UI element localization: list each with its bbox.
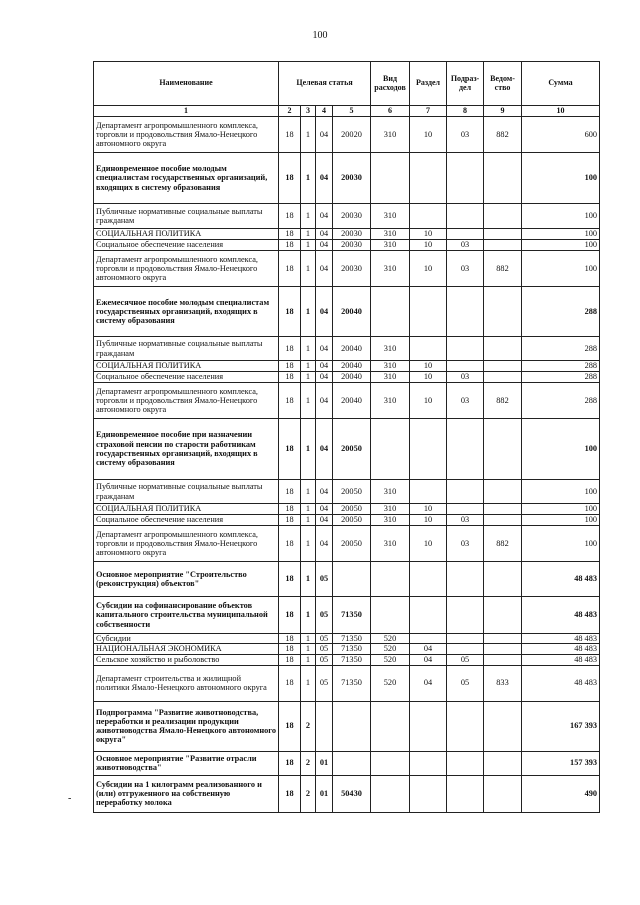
side-mark: -	[68, 793, 72, 804]
target-measure-cell: 05	[316, 665, 333, 701]
table-row	[94, 701, 600, 751]
target-direction-cell: 71350	[333, 597, 371, 634]
target-measure-cell	[316, 701, 333, 751]
target-direction-cell: 20030	[333, 240, 371, 251]
subsection-cell: 03	[447, 515, 484, 526]
amount-cell: 288	[522, 372, 600, 383]
table-row	[94, 775, 600, 812]
amount-cell: 48 483	[522, 562, 600, 597]
section-cell: 10	[410, 383, 447, 419]
row-name-cell: Департамент агропромышленного комплекса, торговли и продовольствия Ямало-Ненецкого автономного округа	[94, 383, 279, 419]
target-measure-cell: 05	[316, 597, 333, 634]
section-cell	[410, 634, 447, 644]
target-subprogram-cell: 1	[301, 153, 316, 204]
row-name-cell: Публичные нормативные социальные выплаты гражданам	[94, 204, 279, 229]
table-row	[94, 251, 600, 287]
section-cell: 10	[410, 251, 447, 287]
expense-type-cell: 310	[371, 383, 410, 419]
section-cell: 10	[410, 361, 447, 372]
column-number: 2	[279, 106, 301, 117]
header-name: Наименование	[94, 62, 279, 106]
row-name-cell: Социальное обеспечение населения	[94, 515, 279, 526]
target-program-cell: 18	[279, 515, 301, 526]
target-program-cell: 18	[279, 526, 301, 562]
expense-type-cell: 310	[371, 204, 410, 229]
target-measure-cell: 05	[316, 562, 333, 597]
target-program-cell: 18	[279, 634, 301, 644]
column-number: 6	[371, 106, 410, 117]
section-cell: 10	[410, 372, 447, 383]
target-measure-cell: 05	[316, 634, 333, 644]
table-row	[94, 240, 600, 251]
subsection-cell: 05	[447, 665, 484, 701]
section-cell: 04	[410, 654, 447, 665]
table-row	[94, 372, 600, 383]
table-row	[94, 480, 600, 504]
row-name-cell: Единовременное пособие при назначении страховой пенсии по старости работникам государственных организаций, входящих в систему образования	[94, 419, 279, 480]
amount-cell: 48 483	[522, 665, 600, 701]
target-measure-cell: 04	[316, 337, 333, 361]
target-measure-cell: 04	[316, 361, 333, 372]
target-subprogram-cell: 1	[301, 480, 316, 504]
subsection-cell	[447, 775, 484, 812]
target-direction-cell: 20040	[333, 361, 371, 372]
target-subprogram-cell: 1	[301, 597, 316, 634]
amount-cell: 100	[522, 480, 600, 504]
column-number: 7	[410, 106, 447, 117]
header-subsection: Подраз-дел	[447, 62, 484, 106]
page-number: 100	[312, 30, 328, 41]
target-subprogram-cell: 1	[301, 665, 316, 701]
column-number: 4	[316, 106, 333, 117]
row-name-cell: Субсидии	[94, 634, 279, 644]
expense-type-cell: 310	[371, 251, 410, 287]
amount-cell: 48 483	[522, 597, 600, 634]
department-code-cell: 882	[484, 117, 522, 153]
row-name-cell: Субсидии на софинансирование объектов капитального строительства муниципальной собственности	[94, 597, 279, 634]
table-row	[94, 644, 600, 654]
target-direction-cell	[333, 562, 371, 597]
target-program-cell: 18	[279, 251, 301, 287]
target-direction-cell: 50430	[333, 775, 371, 812]
expense-type-cell: 520	[371, 665, 410, 701]
row-name-cell: НАЦИОНАЛЬНАЯ ЭКОНОМИКА	[94, 644, 279, 654]
row-name-cell: Ежемесячное пособие молодым специалистам государственных организаций, входящих в систему образования	[94, 287, 279, 337]
department-code-cell	[484, 634, 522, 644]
column-number: 5	[333, 106, 371, 117]
target-subprogram-cell: 1	[301, 117, 316, 153]
expense-type-cell	[371, 419, 410, 480]
subsection-cell: 03	[447, 372, 484, 383]
column-number: 1	[94, 106, 279, 117]
table-body	[94, 117, 600, 813]
amount-cell: 288	[522, 287, 600, 337]
department-code-cell	[484, 337, 522, 361]
department-code-cell: 882	[484, 383, 522, 419]
section-cell	[410, 597, 447, 634]
table-row	[94, 337, 600, 361]
subsection-cell	[447, 287, 484, 337]
section-cell: 10	[410, 515, 447, 526]
target-measure-cell: 04	[316, 229, 333, 240]
target-direction-cell: 20050	[333, 480, 371, 504]
target-program-cell: 18	[279, 383, 301, 419]
table-row	[94, 515, 600, 526]
target-measure-cell: 04	[316, 204, 333, 229]
amount-cell: 100	[522, 153, 600, 204]
section-cell: 10	[410, 117, 447, 153]
target-measure-cell: 04	[316, 117, 333, 153]
target-program-cell: 18	[279, 654, 301, 665]
department-code-cell	[484, 153, 522, 204]
row-name-cell: СОЦИАЛЬНАЯ ПОЛИТИКА	[94, 361, 279, 372]
expense-type-cell: 310	[371, 337, 410, 361]
target-measure-cell: 04	[316, 251, 333, 287]
target-measure-cell: 01	[316, 775, 333, 812]
target-program-cell: 18	[279, 361, 301, 372]
row-name-cell: Департамент агропромышленного комплекса, торговли и продовольствия Ямало-Ненецкого автономного округа	[94, 526, 279, 562]
table-row	[94, 229, 600, 240]
header-department: Ведом-ство	[484, 62, 522, 106]
expense-type-cell: 310	[371, 229, 410, 240]
target-direction-cell: 71350	[333, 644, 371, 654]
target-subprogram-cell: 2	[301, 701, 316, 751]
target-direction-cell: 20040	[333, 287, 371, 337]
row-name-cell: СОЦИАЛЬНАЯ ПОЛИТИКА	[94, 504, 279, 515]
expense-type-cell: 520	[371, 654, 410, 665]
table-row	[94, 526, 600, 562]
department-code-cell	[484, 287, 522, 337]
target-direction-cell: 20040	[333, 337, 371, 361]
target-direction-cell: 20050	[333, 526, 371, 562]
target-program-cell: 18	[279, 229, 301, 240]
row-name-cell: Сельское хозяйство и рыболовство	[94, 654, 279, 665]
table-row	[94, 419, 600, 480]
amount-cell: 100	[522, 240, 600, 251]
department-code-cell: 833	[484, 665, 522, 701]
target-direction-cell: 20030	[333, 229, 371, 240]
target-subprogram-cell: 1	[301, 634, 316, 644]
table-row	[94, 287, 600, 337]
row-name-cell: Департамент агропромышленного комплекса, торговли и продовольствия Ямало-Ненецкого автономного округа	[94, 117, 279, 153]
section-cell: 04	[410, 665, 447, 701]
department-code-cell	[484, 480, 522, 504]
target-direction-cell: 71350	[333, 665, 371, 701]
expense-type-cell: 310	[371, 240, 410, 251]
subsection-cell	[447, 634, 484, 644]
table-row	[94, 117, 600, 153]
header-section: Раздел	[410, 62, 447, 106]
target-direction-cell: 20020	[333, 117, 371, 153]
target-program-cell: 18	[279, 372, 301, 383]
target-measure-cell: 04	[316, 153, 333, 204]
target-subprogram-cell: 1	[301, 337, 316, 361]
target-subprogram-cell: 1	[301, 654, 316, 665]
target-measure-cell: 04	[316, 515, 333, 526]
expense-type-cell: 310	[371, 361, 410, 372]
table-row	[94, 597, 600, 634]
target-subprogram-cell: 1	[301, 515, 316, 526]
section-cell	[410, 153, 447, 204]
section-cell	[410, 419, 447, 480]
amount-cell: 100	[522, 204, 600, 229]
subsection-cell	[447, 204, 484, 229]
department-code-cell	[484, 229, 522, 240]
section-cell: 04	[410, 644, 447, 654]
target-program-cell: 18	[279, 337, 301, 361]
target-subprogram-cell: 1	[301, 204, 316, 229]
target-direction-cell: 20030	[333, 251, 371, 287]
target-subprogram-cell: 1	[301, 229, 316, 240]
target-direction-cell: 20050	[333, 504, 371, 515]
table-row	[94, 751, 600, 775]
amount-cell: 48 483	[522, 634, 600, 644]
column-number: 10	[522, 106, 600, 117]
section-cell	[410, 480, 447, 504]
target-subprogram-cell: 1	[301, 419, 316, 480]
table-row	[94, 504, 600, 515]
department-code-cell	[484, 775, 522, 812]
expense-type-cell	[371, 597, 410, 634]
section-cell	[410, 204, 447, 229]
column-number: 9	[484, 106, 522, 117]
row-name-cell: Единовременное пособие молодым специалистам государственных организаций, входящих в систему образования	[94, 153, 279, 204]
table-row	[94, 153, 600, 204]
target-program-cell: 18	[279, 240, 301, 251]
row-name-cell: Основное мероприятие "Строительство (реконструкция) объектов"	[94, 562, 279, 597]
target-measure-cell: 04	[316, 383, 333, 419]
target-direction-cell: 71350	[333, 654, 371, 665]
subsection-cell	[447, 229, 484, 240]
subsection-cell: 03	[447, 526, 484, 562]
expense-type-cell	[371, 751, 410, 775]
amount-cell: 100	[522, 251, 600, 287]
target-program-cell: 18	[279, 597, 301, 634]
target-program-cell: 18	[279, 504, 301, 515]
expense-type-cell	[371, 153, 410, 204]
target-subprogram-cell: 1	[301, 361, 316, 372]
target-direction-cell	[333, 751, 371, 775]
amount-cell: 600	[522, 117, 600, 153]
subsection-cell: 03	[447, 383, 484, 419]
department-code-cell	[484, 644, 522, 654]
expense-type-cell: 310	[371, 372, 410, 383]
target-direction-cell: 20030	[333, 153, 371, 204]
table-row	[94, 665, 600, 701]
target-subprogram-cell: 1	[301, 287, 316, 337]
expense-type-cell	[371, 775, 410, 812]
target-measure-cell: 04	[316, 372, 333, 383]
subsection-cell: 03	[447, 117, 484, 153]
subsection-cell	[447, 751, 484, 775]
department-code-cell	[484, 751, 522, 775]
subsection-cell	[447, 337, 484, 361]
target-subprogram-cell: 2	[301, 775, 316, 812]
department-code-cell	[484, 240, 522, 251]
subsection-cell: 03	[447, 240, 484, 251]
target-program-cell: 18	[279, 153, 301, 204]
table-row	[94, 654, 600, 665]
expense-type-cell: 310	[371, 515, 410, 526]
target-subprogram-cell: 1	[301, 526, 316, 562]
department-code-cell	[484, 562, 522, 597]
expense-type-cell: 310	[371, 526, 410, 562]
section-cell: 10	[410, 526, 447, 562]
section-cell	[410, 751, 447, 775]
department-code-cell: 882	[484, 251, 522, 287]
target-measure-cell: 04	[316, 526, 333, 562]
department-code-cell	[484, 504, 522, 515]
target-subprogram-cell: 1	[301, 240, 316, 251]
target-program-cell: 18	[279, 419, 301, 480]
section-cell: 10	[410, 504, 447, 515]
target-program-cell: 18	[279, 480, 301, 504]
expense-type-cell: 310	[371, 480, 410, 504]
amount-cell: 100	[522, 419, 600, 480]
target-measure-cell: 04	[316, 287, 333, 337]
target-direction-cell: 20050	[333, 515, 371, 526]
amount-cell: 100	[522, 526, 600, 562]
amount-cell: 288	[522, 361, 600, 372]
row-name-cell: Публичные нормативные социальные выплаты гражданам	[94, 480, 279, 504]
target-program-cell: 18	[279, 665, 301, 701]
target-direction-cell: 20040	[333, 383, 371, 419]
expense-type-cell: 520	[371, 634, 410, 644]
table-row	[94, 361, 600, 372]
row-name-cell: Департамент строительства и жилищной политики Ямало-Ненецкого автономного округа	[94, 665, 279, 701]
target-program-cell: 18	[279, 644, 301, 654]
budget-table	[93, 61, 600, 813]
section-cell: 10	[410, 229, 447, 240]
target-subprogram-cell: 1	[301, 383, 316, 419]
target-measure-cell: 04	[316, 240, 333, 251]
expense-type-cell	[371, 287, 410, 337]
target-measure-cell: 05	[316, 654, 333, 665]
column-number: 8	[447, 106, 484, 117]
department-code-cell	[484, 372, 522, 383]
subsection-cell	[447, 361, 484, 372]
target-subprogram-cell: 1	[301, 251, 316, 287]
expense-type-cell: 520	[371, 644, 410, 654]
section-cell	[410, 562, 447, 597]
target-program-cell: 18	[279, 117, 301, 153]
subsection-cell	[447, 701, 484, 751]
target-measure-cell: 05	[316, 644, 333, 654]
expense-type-cell	[371, 562, 410, 597]
target-program-cell: 18	[279, 287, 301, 337]
section-cell	[410, 287, 447, 337]
target-program-cell: 18	[279, 204, 301, 229]
column-number: 3	[301, 106, 316, 117]
target-direction-cell: 20050	[333, 419, 371, 480]
row-name-cell: Субсидии на 1 килограмм реализованного и (или) отгруженного на собственную переработку молока	[94, 775, 279, 812]
header-expense-type: Вид расходов	[371, 62, 410, 106]
row-name-cell: Публичные нормативные социальные выплаты гражданам	[94, 337, 279, 361]
target-measure-cell: 01	[316, 751, 333, 775]
table-row	[94, 634, 600, 644]
row-name-cell: Социальное обеспечение населения	[94, 240, 279, 251]
subsection-cell	[447, 153, 484, 204]
amount-cell: 157 393	[522, 751, 600, 775]
table-row	[94, 383, 600, 419]
target-program-cell: 18	[279, 701, 301, 751]
amount-cell: 100	[522, 504, 600, 515]
subsection-cell	[447, 644, 484, 654]
table-row	[94, 204, 600, 229]
header-row	[94, 62, 600, 106]
expense-type-cell	[371, 701, 410, 751]
column-number-row	[94, 106, 600, 117]
subsection-cell	[447, 480, 484, 504]
subsection-cell	[447, 419, 484, 480]
department-code-cell	[484, 204, 522, 229]
target-program-cell: 18	[279, 562, 301, 597]
target-direction-cell: 20040	[333, 372, 371, 383]
target-measure-cell: 04	[316, 504, 333, 515]
subsection-cell	[447, 562, 484, 597]
row-name-cell: Социальное обеспечение населения	[94, 372, 279, 383]
department-code-cell	[484, 515, 522, 526]
row-name-cell: Департамент агропромышленного комплекса, торговли и продовольствия Ямало-Ненецкого автономного округа	[94, 251, 279, 287]
target-program-cell: 18	[279, 751, 301, 775]
target-subprogram-cell: 1	[301, 562, 316, 597]
amount-cell: 100	[522, 229, 600, 240]
target-measure-cell: 04	[316, 480, 333, 504]
target-subprogram-cell: 1	[301, 644, 316, 654]
target-direction-cell: 20030	[333, 204, 371, 229]
department-code-cell	[484, 597, 522, 634]
target-subprogram-cell: 2	[301, 751, 316, 775]
table-row	[94, 562, 600, 597]
amount-cell: 288	[522, 337, 600, 361]
expense-type-cell: 310	[371, 504, 410, 515]
department-code-cell	[484, 419, 522, 480]
target-subprogram-cell: 1	[301, 504, 316, 515]
header-target: Целевая статья	[279, 62, 371, 106]
amount-cell: 288	[522, 383, 600, 419]
target-direction-cell	[333, 701, 371, 751]
section-cell	[410, 337, 447, 361]
target-measure-cell: 04	[316, 419, 333, 480]
department-code-cell	[484, 701, 522, 751]
row-name-cell: СОЦИАЛЬНАЯ ПОЛИТИКА	[94, 229, 279, 240]
subsection-cell	[447, 597, 484, 634]
header-amount: Сумма	[522, 62, 600, 106]
department-code-cell: 882	[484, 526, 522, 562]
amount-cell: 490	[522, 775, 600, 812]
target-subprogram-cell: 1	[301, 372, 316, 383]
target-program-cell: 18	[279, 775, 301, 812]
row-name-cell: Основное мероприятие "Развитие отрасли животноводства"	[94, 751, 279, 775]
expense-type-cell: 310	[371, 117, 410, 153]
amount-cell: 48 483	[522, 644, 600, 654]
amount-cell: 100	[522, 515, 600, 526]
target-direction-cell: 71350	[333, 634, 371, 644]
row-name-cell: Подпрограмма "Развитие животноводства, переработки и реализации продукции животноводства Ямало-Ненецкого автономного округа"	[94, 701, 279, 751]
department-code-cell	[484, 361, 522, 372]
department-code-cell	[484, 654, 522, 665]
section-cell: 10	[410, 240, 447, 251]
section-cell	[410, 775, 447, 812]
amount-cell: 167 393	[522, 701, 600, 751]
section-cell	[410, 701, 447, 751]
subsection-cell	[447, 504, 484, 515]
subsection-cell: 05	[447, 654, 484, 665]
amount-cell: 48 483	[522, 654, 600, 665]
subsection-cell: 03	[447, 251, 484, 287]
